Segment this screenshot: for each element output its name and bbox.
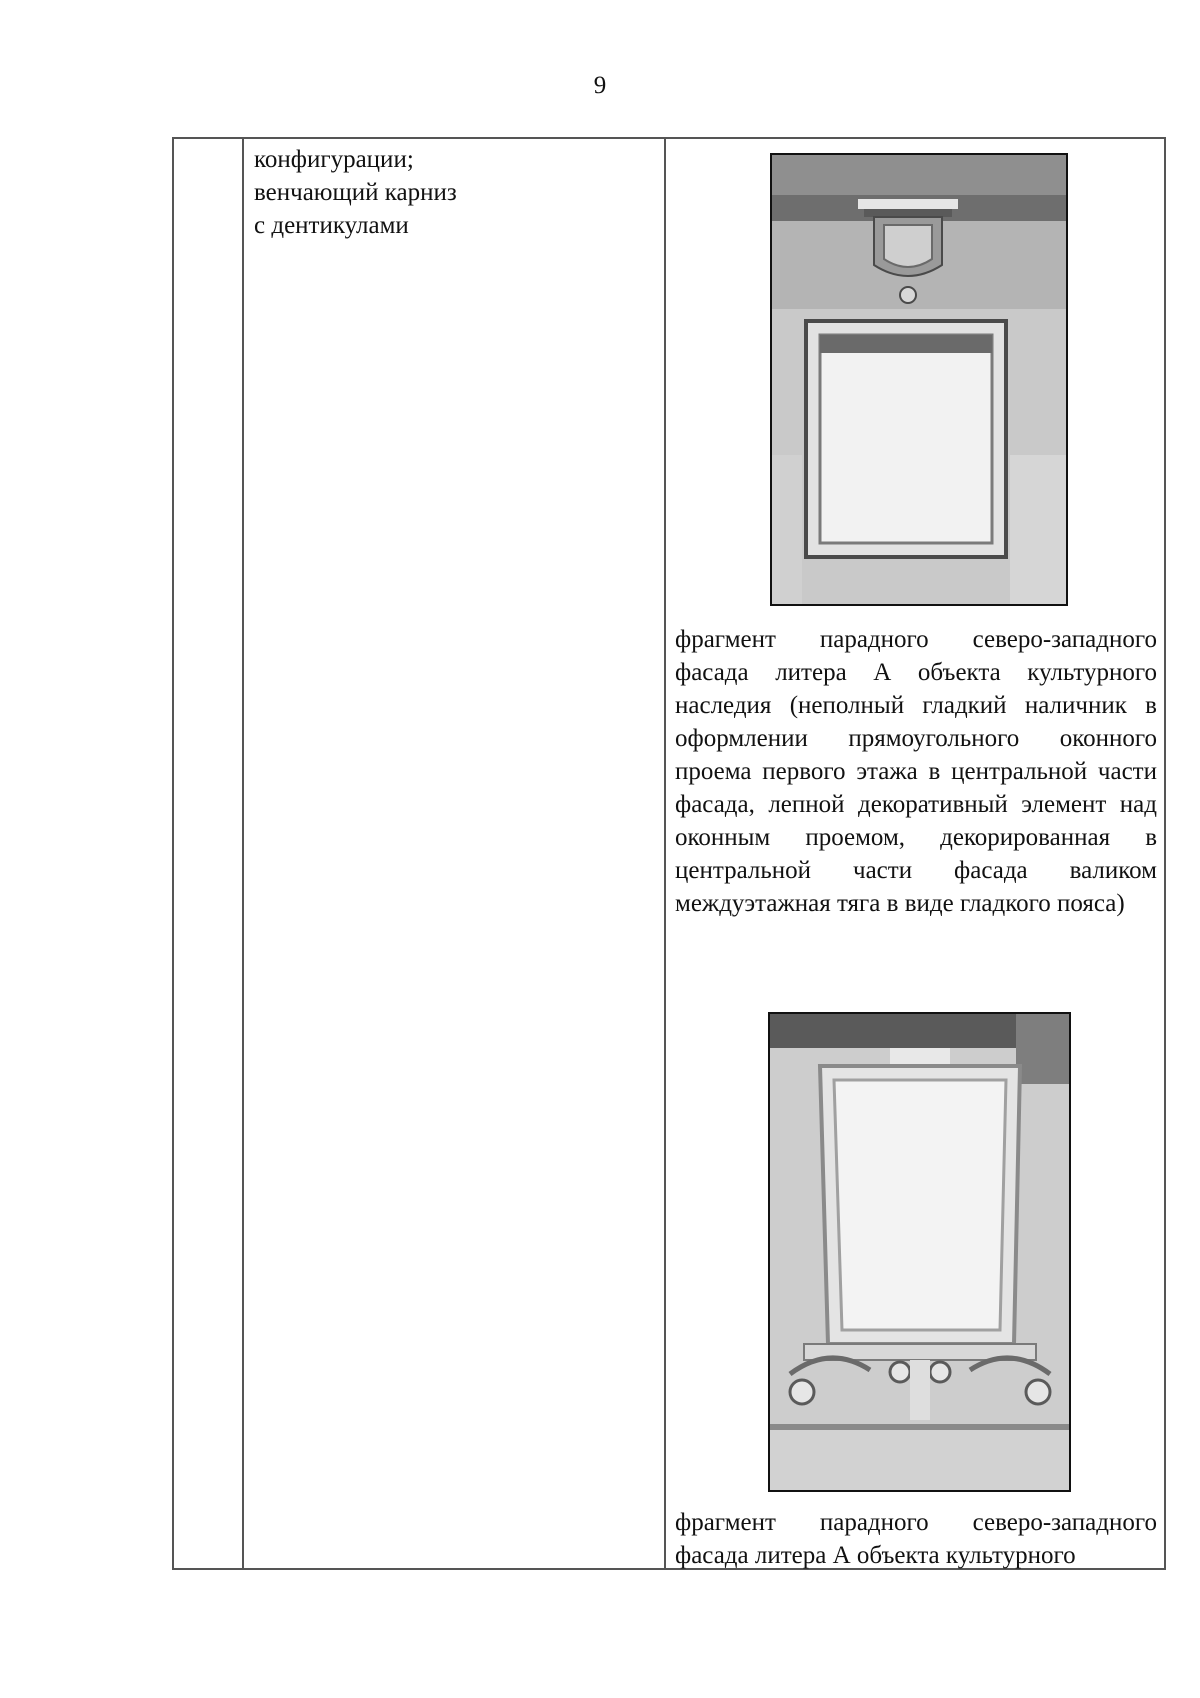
photo-caption-2: фрагмент парадного северо-западного фасада литера А объекта культурного	[675, 1509, 1157, 1569]
facade-photo-window-1	[770, 153, 1068, 606]
description-line-3: с дентикулами	[254, 212, 409, 239]
description-line-1: конфигурации;	[254, 146, 414, 173]
photo-caption-1: фрагмент парадного северо-западного фасада литера А объекта культурного наследия (неполный гладкий наличник в оформлении прямоугольного оконного проема первого этажа в центральной части фасада, лепной декоративный элемент над оконным проемом, декорированная в центральной части фасада валиком междуэтажная тяга в виде гладкого пояса)	[675, 626, 1157, 917]
description-word-cornice: карниз	[384, 179, 457, 206]
page-number: 9	[593, 72, 607, 99]
column-divider-2	[664, 139, 666, 1568]
description-word-cornice-type: венчающий	[254, 179, 379, 206]
facade-photo-window-2	[768, 1012, 1071, 1492]
document-table	[172, 137, 1166, 1570]
element-description-cell	[254, 143, 652, 242]
column-divider-1	[242, 139, 244, 1568]
description-line-2	[254, 176, 652, 209]
